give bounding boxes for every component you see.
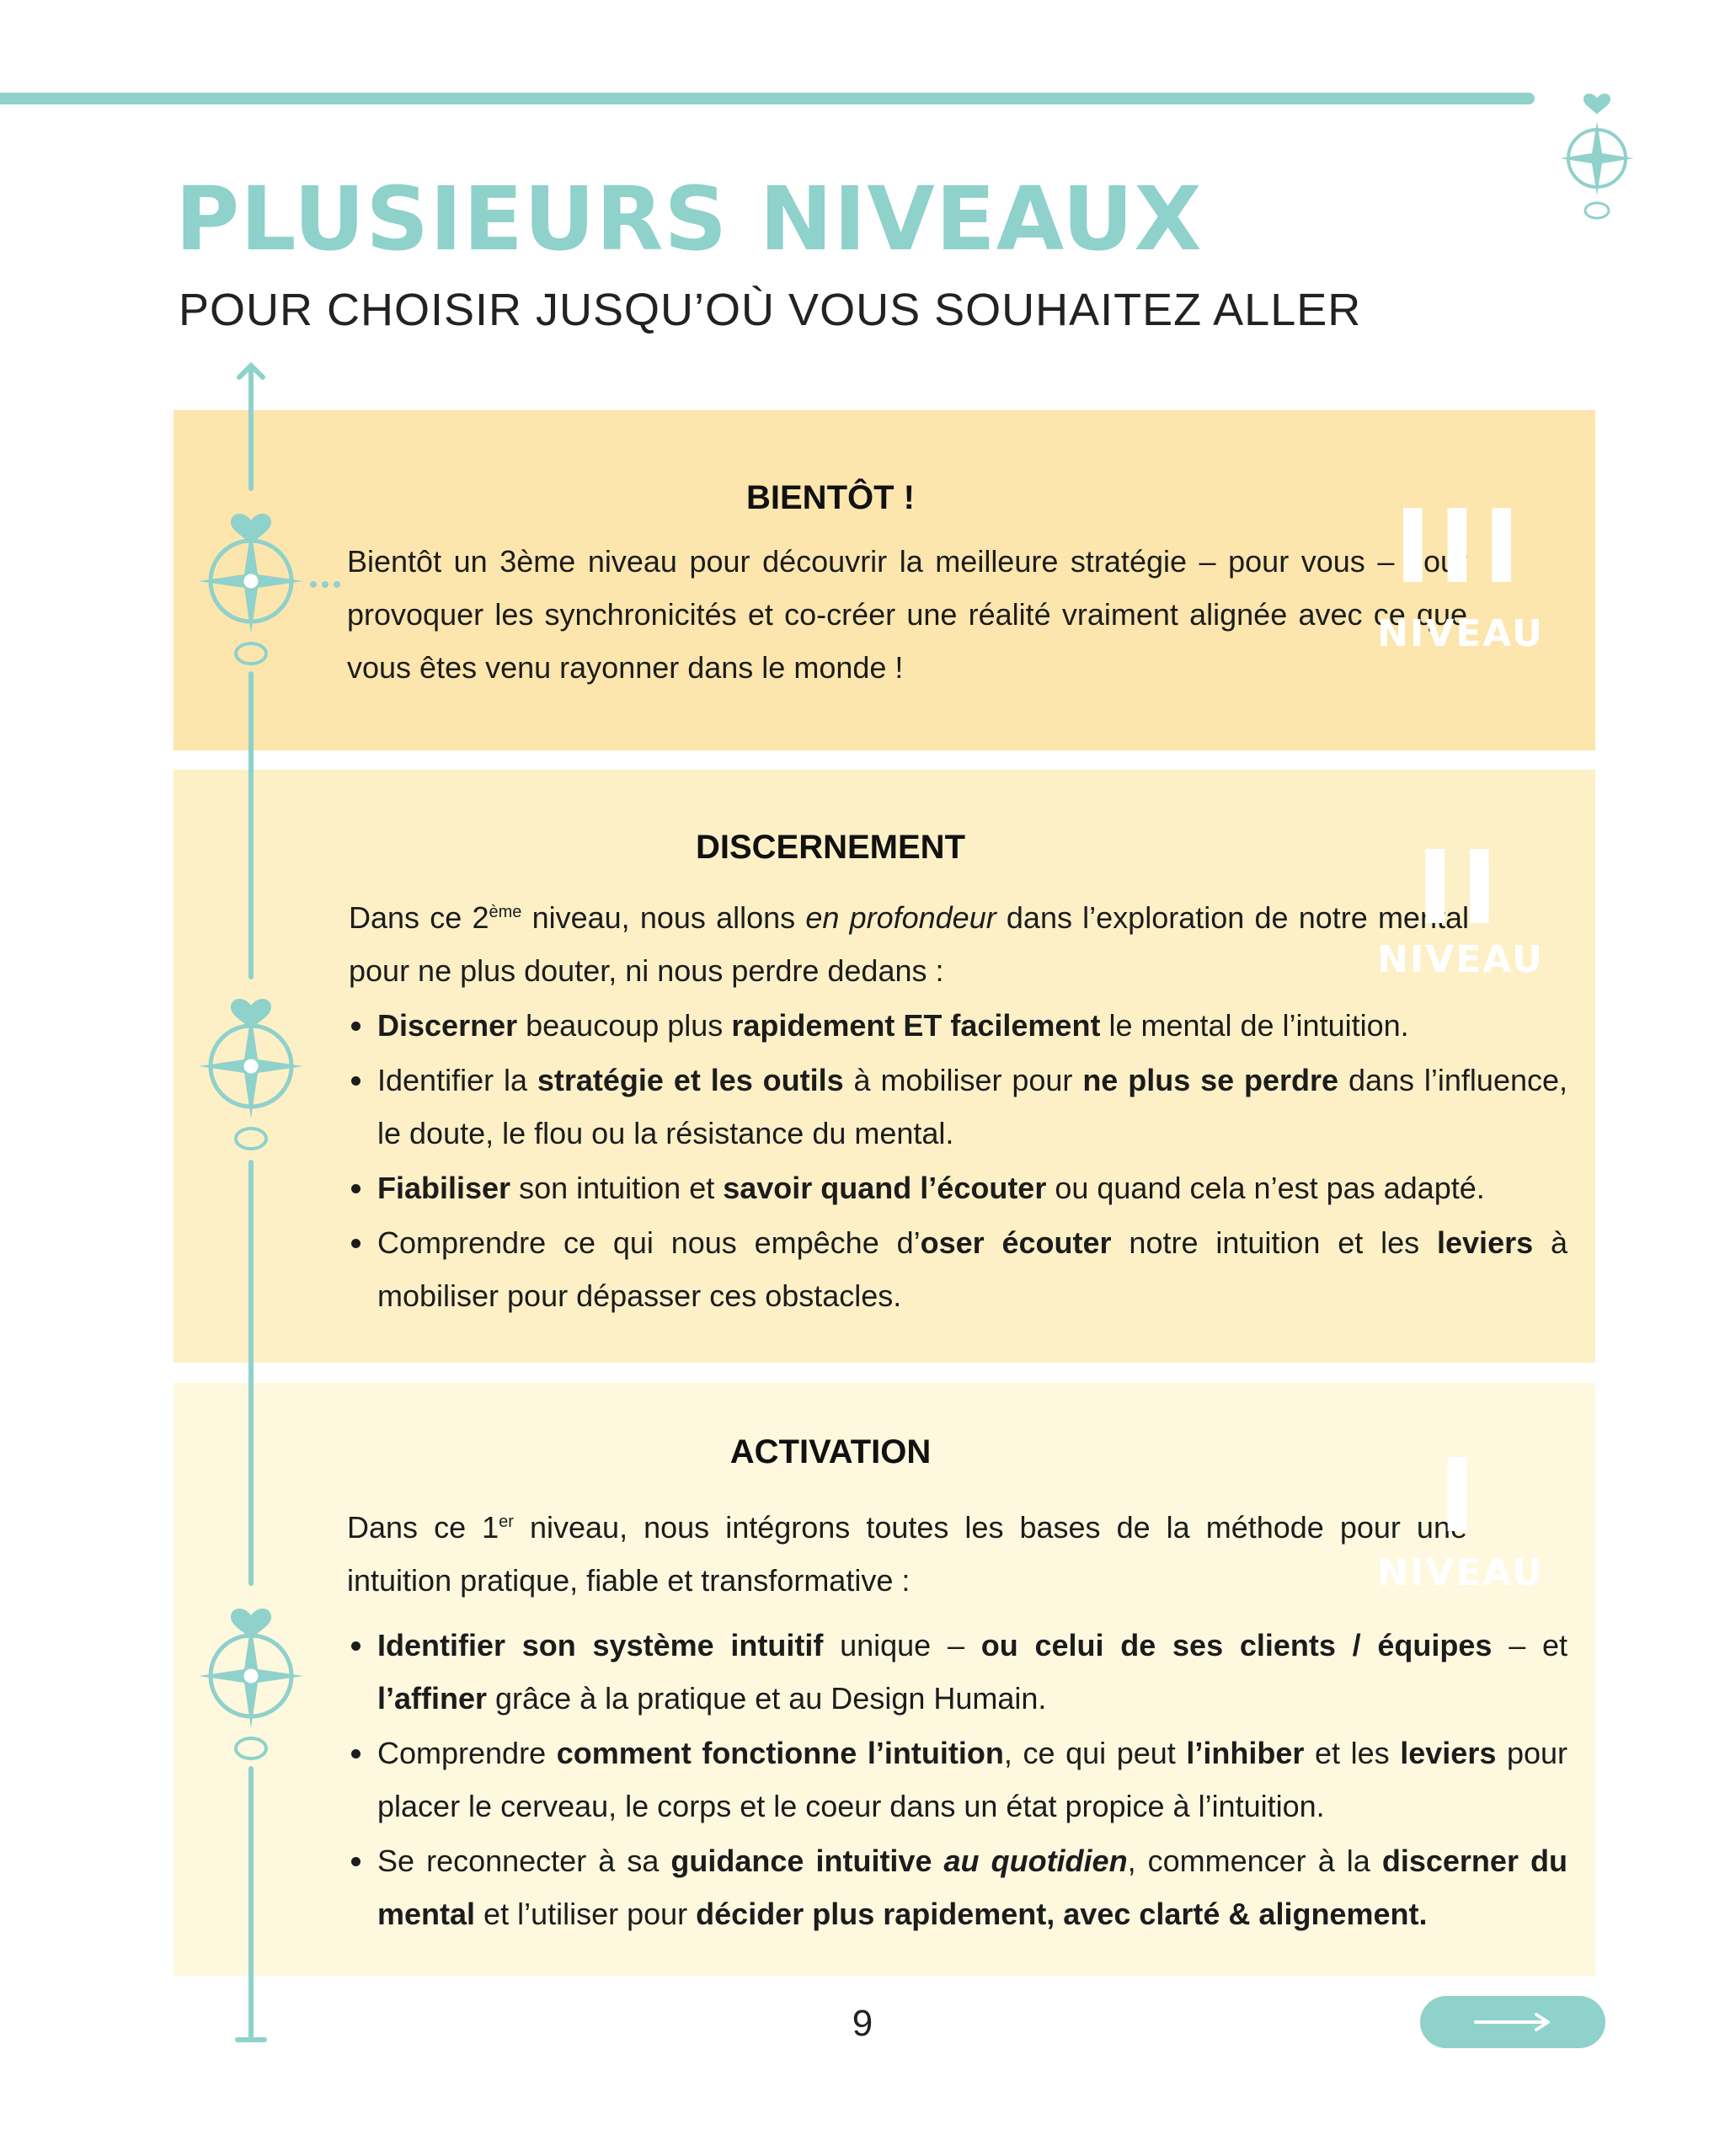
- bullet-text: Identifier la: [377, 1063, 537, 1097]
- arrow-right-icon: [1474, 2012, 1551, 2032]
- top-rule: [0, 93, 1535, 104]
- page-number: 9: [852, 2003, 873, 2044]
- level-label: NIVEAU: [1377, 612, 1544, 655]
- bullet-emphasis: ou celui de ses clients / équipes: [980, 1628, 1493, 1662]
- level-card-1: [174, 1383, 1595, 1976]
- bullet-emphasis: leviers: [1437, 1225, 1534, 1260]
- bullet-text: le mental de l’intuition.: [1100, 1008, 1409, 1043]
- bullet-item: [376, 1216, 1567, 1322]
- level-label: NIVEAU: [1377, 1551, 1544, 1594]
- bullet-text: unique –: [823, 1628, 981, 1662]
- bullet-emphasis: l’inhiber: [1186, 1736, 1305, 1770]
- level-heading: BIENTÔT !: [746, 479, 915, 516]
- arrow-up-icon: [239, 366, 263, 377]
- compass-logo-icon: [1546, 91, 1648, 226]
- bullet-item: [376, 1619, 1567, 1725]
- next-page-button[interactable]: [1420, 1996, 1605, 2048]
- bullet-emphasis: Discerner: [377, 1008, 518, 1043]
- bullet-emphasis: rapidement ET facilement: [731, 1008, 1101, 1043]
- bullet-list: [342, 1619, 1567, 1942]
- bullet-text: Comprendre ce qui nous empêche d’: [377, 1225, 921, 1260]
- bullet-emphasis: Fiabiliser: [377, 1171, 511, 1205]
- bullet-item: [376, 999, 1567, 1052]
- bullet-text: grâce à la pratique et au Design Humain.: [487, 1681, 1047, 1716]
- level-label: NIVEAU: [1377, 938, 1544, 981]
- bullet-emphasis: stratégie et les outils: [537, 1063, 844, 1097]
- bullet-emphasis: discerner du mental: [377, 1844, 1567, 1931]
- level-numeral: III: [1394, 489, 1527, 606]
- bullet-emphasis: leviers: [1400, 1736, 1497, 1770]
- bullet-text: dans l’influence, le doute, le flou ou la résistance du mental.: [377, 1063, 1568, 1150]
- bullet-text: , ce qui peut: [1003, 1736, 1187, 1770]
- level-card-3: [174, 410, 1595, 750]
- bullet-text: Se reconnecter à sa: [377, 1844, 671, 1878]
- level-paragraph: Bientôt un 3ème niveau pour découvrir la meilleure stratégie – pour vous – pour provoquer les synchronicités et co-créer une réalité vraiment alignée avec ce que vous êtes venu rayonner dans le monde !: [347, 544, 1467, 685]
- bullet-emphasis: ne plus se perdre: [1082, 1063, 1339, 1097]
- bullet-text: et les: [1304, 1736, 1401, 1770]
- level-numeral: II: [1416, 830, 1505, 947]
- bullet-text: et l’utiliser pour: [475, 1897, 697, 1931]
- bullet-emphasis: guidance intuitive: [670, 1844, 944, 1878]
- bullet-emphasis: Identifier son système intuitif: [377, 1628, 824, 1662]
- bullet-text: ou quand cela n’est pas adapté.: [1046, 1171, 1485, 1205]
- bullet-item: [376, 1726, 1567, 1833]
- bullet-item: [376, 1161, 1567, 1214]
- page-title: PLUSIEURS NIVEAUX: [175, 168, 1203, 270]
- bullet-text: à mobiliser pour dépasser ces obstacles.: [377, 1225, 1567, 1313]
- level-heading: ACTIVATION: [729, 1433, 932, 1470]
- bullet-emphasis: savoir quand l’écouter: [723, 1171, 1047, 1205]
- bullet-text: son intuition et: [510, 1171, 724, 1205]
- bullet-text: notre intuition et les: [1111, 1225, 1438, 1260]
- bullet-emphasis: comment fonctionne l’intuition: [556, 1736, 1004, 1770]
- level-card-2: [174, 770, 1595, 1363]
- bullet-item: [376, 1054, 1567, 1160]
- bullet-text: pour placer le cerveau, le corps et le coeur dans un état propice à l’intuition.: [377, 1736, 1568, 1823]
- level-intro: Dans ce 1er niveau, nous intégrons toutes les bases de la méthode pour une intuition pratique, fiable et transformative :: [347, 1510, 1467, 1598]
- bullet-text: Comprendre: [377, 1736, 557, 1770]
- bullet-text: beaucoup plus: [517, 1008, 732, 1043]
- level-numeral: I: [1438, 1438, 1483, 1556]
- bullet-text: , commencer à la: [1127, 1844, 1382, 1878]
- bullet-emphasis: au quotidien: [943, 1844, 1128, 1878]
- bullet-emphasis: l’affiner: [377, 1681, 488, 1716]
- page-subtitle: POUR CHOISIR JUSQU’OÙ VOUS SOUHAITEZ ALLER: [179, 285, 1362, 335]
- bullet-list: [342, 999, 1567, 1324]
- level-heading: DISCERNEMENT: [695, 829, 966, 866]
- bullet-emphasis: oser écouter: [920, 1225, 1112, 1260]
- bullet-emphasis: décider plus rapidement, avec clarté & alignement.: [696, 1897, 1428, 1931]
- bullet-text: à mobiliser pour: [843, 1063, 1083, 1097]
- level-intro: Dans ce 2ème niveau, nous allons en profondeur dans l’exploration de notre mental pour ne plus douter, ni nous perdre dedans :: [349, 900, 1469, 988]
- bullet-item: [376, 1834, 1567, 1940]
- bullet-text: – et: [1492, 1628, 1567, 1662]
